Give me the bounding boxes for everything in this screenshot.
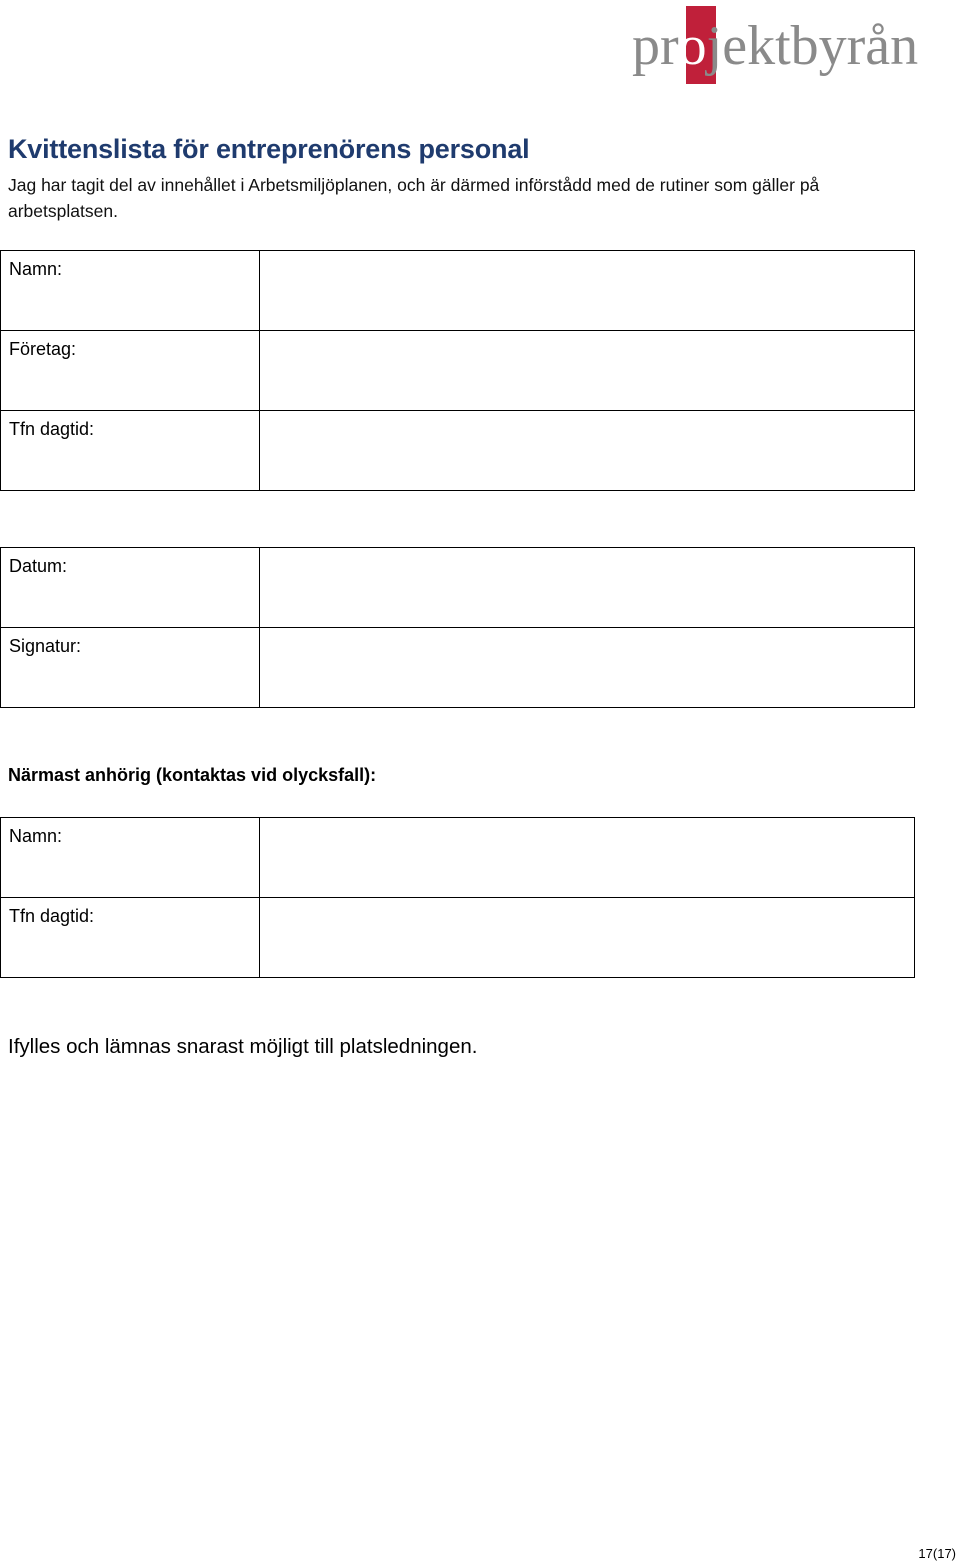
relative-phone-field[interactable] xyxy=(260,898,915,978)
relative-name-label: Namn: xyxy=(1,818,260,898)
table-row xyxy=(1,411,915,491)
relative-name-field[interactable] xyxy=(260,818,915,898)
phone-field[interactable] xyxy=(260,411,915,491)
name-field[interactable] xyxy=(260,251,915,331)
company-field[interactable] xyxy=(260,331,915,411)
relative-heading: Närmast anhörig (kontaktas vid olycksfall): xyxy=(8,765,377,785)
table-row xyxy=(1,331,915,411)
table-row xyxy=(1,548,915,628)
phone-label: Tfn dagtid: xyxy=(1,411,260,491)
signature-label: Signatur: xyxy=(1,628,260,708)
intro-text: Jag har tagit del av innehållet i Arbetsmiljöplanen, och är därmed införstådd med de rutiner som gäller på arbetsplatsen. xyxy=(8,175,820,221)
table-row xyxy=(1,628,915,708)
personal-info-table xyxy=(0,250,915,491)
signature-field[interactable] xyxy=(260,628,915,708)
projektbyran-logo xyxy=(630,4,940,86)
table-row xyxy=(1,898,915,978)
signature-table xyxy=(0,547,915,708)
footer-note: Ifylles och lämnas snarast möjligt till platsledningen. xyxy=(8,1035,478,1058)
date-label: Datum: xyxy=(1,548,260,628)
logo-text-start: projektbyrån xyxy=(632,15,919,77)
relative-table xyxy=(0,817,915,978)
table-row xyxy=(1,251,915,331)
page-title: Kvittenslista för entreprenörens personal xyxy=(8,134,530,164)
date-field[interactable] xyxy=(260,548,915,628)
page-number: 17(17) xyxy=(918,1546,956,1561)
table-row xyxy=(1,818,915,898)
relative-phone-label: Tfn dagtid: xyxy=(1,898,260,978)
name-label: Namn: xyxy=(1,251,260,331)
company-label: Företag: xyxy=(1,331,260,411)
